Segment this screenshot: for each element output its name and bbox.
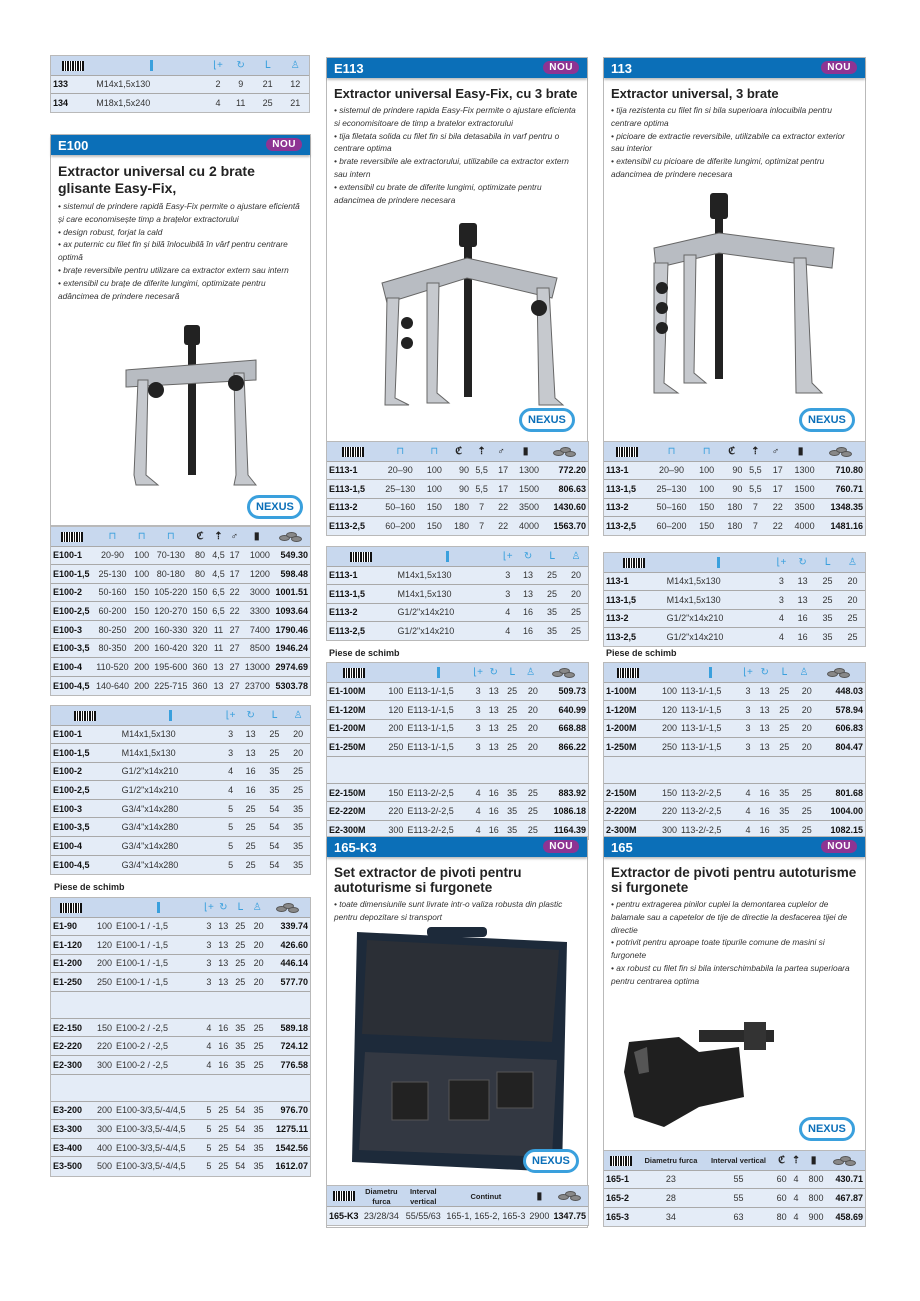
product-description bbox=[604, 898, 865, 988]
product-title: Extractor universal cu 2 brate glisante Easy-Fix, bbox=[58, 163, 255, 196]
table-row: E100-2,5 G1/2"x14x210 4 16 35 25 bbox=[51, 781, 310, 800]
table-row: E100-3 G3/4"x14x280 5 25 54 35 bbox=[51, 799, 310, 818]
reach-icon: ⊓ bbox=[396, 445, 405, 457]
table-row: 2-300M 300 113-2/-2,5 4 16 35 25 1082.15 bbox=[604, 821, 865, 840]
table-header bbox=[604, 663, 865, 682]
socket-icon: ↻ bbox=[246, 709, 255, 721]
nexus-logo: NEXUS bbox=[799, 1117, 855, 1141]
table-row: E100-2 50-160 150 105-220 150 6,5 22 3000 1001.51 bbox=[51, 583, 310, 602]
table-113-spindle bbox=[603, 552, 866, 647]
barcode-icon bbox=[350, 552, 372, 562]
coins-icon bbox=[829, 447, 853, 457]
table-row: E113-1 M14x1,5x130 3 13 25 20 bbox=[327, 566, 588, 585]
table-row: 113-1,5 25–130 100 90 5,5 17 1500 760.71 bbox=[604, 480, 865, 499]
bullet-point: • pentru extragerea pinilor cuplei la demontarea cuplelor de balamale sau a capetelor de tije de directie la desfacerea tijei de directie bbox=[611, 899, 848, 935]
hex-key-icon: ⌊+ bbox=[743, 666, 753, 678]
table-row: E100-4,5 140-640 200 225-715 360 13 27 23700 5303.78 bbox=[51, 676, 310, 695]
throat-depth-icon: ℭ bbox=[778, 1154, 786, 1166]
table-row: 165-K3 23/28/34 55/55/63 165-1, 165-2, 165-3 2900 1347.75 bbox=[327, 1207, 588, 1226]
reach-icon: ⊓ bbox=[166, 530, 175, 542]
clamp-icon: ♂ bbox=[497, 445, 505, 457]
table-row: E113-2,5 60–200 150 180 7 22 4000 1563.70 bbox=[327, 517, 588, 536]
table-row: E2-300 300 E100-2 / -2,5 4 16 35 25 776.58 bbox=[51, 1056, 310, 1075]
table-row: E113-2 G1/2"x14x210 4 16 35 25 bbox=[327, 603, 588, 622]
table-165-k3 bbox=[326, 1185, 589, 1226]
table-e100-spares bbox=[50, 897, 311, 1177]
spindle-icon bbox=[709, 667, 712, 678]
table-row: 1-250M 250 113-1/-1,5 3 13 25 20 804.47 bbox=[604, 738, 865, 757]
jaw-width-icon: ᒪ bbox=[824, 556, 831, 568]
table-row: 113-1 20–90 100 90 5,5 17 1300 710.80 bbox=[604, 461, 865, 480]
spread-icon: ⊓ bbox=[430, 445, 439, 457]
nexus-logo: NEXUS bbox=[247, 495, 303, 519]
product-card-165-k3 bbox=[326, 836, 588, 1228]
table-row-spacer bbox=[327, 756, 588, 783]
new-badge: NOU bbox=[821, 61, 857, 74]
product-code: 165-K3 bbox=[334, 840, 377, 855]
table-row: 1-200M 200 113-1/-1,5 3 13 25 20 606.83 bbox=[604, 719, 865, 738]
table-row: E113-2,5 G1/2"x14x210 4 16 35 25 bbox=[327, 622, 588, 641]
coins-icon bbox=[279, 532, 303, 542]
bullet-point: • tija filetata solida cu filet fin si bila detasabila in varf pentru o centrare optima bbox=[334, 130, 560, 154]
hex-key-icon: ⌊+ bbox=[213, 59, 223, 71]
force-icon: ⇡ bbox=[791, 1154, 801, 1166]
throat-depth-icon: ℭ bbox=[196, 530, 204, 542]
coins-icon bbox=[276, 903, 300, 913]
weight-icon: ▮ bbox=[522, 445, 529, 457]
product-title: Extractor de pivoti pentru autoturisme si furgonete bbox=[611, 865, 857, 895]
throat-depth-icon: ℭ bbox=[728, 445, 736, 457]
product-code: 165 bbox=[611, 840, 633, 855]
table-e113-main bbox=[326, 441, 589, 536]
table-e100-spindle bbox=[50, 705, 311, 875]
table-row: E1-120 120 E100-1 / -1,5 3 13 25 20 426.60 bbox=[51, 936, 310, 955]
table-row: E100-3,5 G3/4"x14x280 5 25 54 35 bbox=[51, 818, 310, 837]
bullet-point: • brațe reversibile pentru utilizare ca extractor extern sau intern bbox=[58, 264, 289, 275]
table-e113-spindle bbox=[326, 546, 589, 641]
bullet-point: • sistemul de prindere rapidă Easy-Fix permite o ajustare eficientă și care economisește timp a brațelor extractorului bbox=[58, 201, 300, 224]
table-row: 165-3 34 63 80 4 900 458.69 bbox=[604, 1207, 865, 1226]
jaw-depth-icon: ♙ bbox=[848, 556, 857, 568]
table-row: E100-4 G3/4"x14x280 5 25 54 35 bbox=[51, 837, 310, 856]
jaw-depth-icon: ♙ bbox=[290, 59, 300, 71]
barcode-icon bbox=[60, 903, 82, 913]
table-row: E100-1 20-90 100 70-130 80 4,5 17 1000 549.30 bbox=[51, 546, 310, 565]
bullet-point: • tija rezistenta cu filet fin si bila superioara inlocuibila pentru centrare optima bbox=[611, 105, 833, 128]
table-e113-spares bbox=[326, 662, 589, 840]
jaw-width-icon: ᒪ bbox=[781, 666, 788, 678]
table-row-spacer bbox=[51, 991, 310, 1018]
table-row: 113-1,5 M14x1,5x130 3 13 25 20 bbox=[604, 591, 865, 610]
reach-icon: ⊓ bbox=[667, 445, 676, 457]
table-row: E3-400 400 E100-3/3,5/-4/4,5 5 25 54 35 1542.56 bbox=[51, 1138, 310, 1157]
barcode-icon bbox=[623, 558, 645, 568]
product-header bbox=[51, 135, 310, 155]
bullet-point: • brate reversibile ale extractorului, utilizabile ca extractor extern sau intern bbox=[334, 156, 569, 179]
barcode-icon bbox=[62, 61, 84, 71]
bullet-point: • sistemul de prindere rapida Easy-Fix permite o ajustare eficienta si economisitoare de timp a bratelor extractorului bbox=[334, 105, 576, 128]
table-row: E100-1,5 M14x1,5x130 3 13 25 20 bbox=[51, 744, 310, 763]
table-row-spacer bbox=[604, 756, 865, 783]
puller-image bbox=[367, 223, 567, 413]
spindle-icon bbox=[446, 551, 449, 562]
table-row: E113-2 50–160 150 180 7 22 3500 1430.60 bbox=[327, 498, 588, 517]
table-header bbox=[51, 898, 310, 917]
table-header bbox=[327, 663, 588, 682]
table-row: E1-200M 200 E113-1/-1,5 3 13 25 20 668.88 bbox=[327, 719, 588, 738]
product-description bbox=[604, 104, 865, 181]
table-row: E113-1 20–90 100 90 5,5 17 1300 772.20 bbox=[327, 461, 588, 480]
spare-parts-heading: Piese de schimb bbox=[606, 648, 677, 658]
jaw-width-icon: ᒪ bbox=[271, 709, 278, 721]
jaw-width-icon: ᒪ bbox=[549, 550, 555, 562]
new-badge: NOU bbox=[821, 840, 857, 853]
case-image bbox=[337, 922, 582, 1177]
jaw-depth-icon: ♙ bbox=[293, 709, 303, 721]
spare-parts-heading: Piese de schimb bbox=[329, 648, 400, 658]
product-card-e113 bbox=[326, 57, 588, 442]
barcode-icon bbox=[617, 668, 639, 678]
product-title: Extractor universal, 3 brate bbox=[611, 86, 779, 101]
socket-icon: ↻ bbox=[523, 550, 533, 562]
puller-image bbox=[644, 193, 844, 403]
table-row: E2-300M 300 E113-2/-2,5 4 16 35 25 1164.39 bbox=[327, 821, 588, 840]
table-row: E2-220 220 E100-2 / -2,5 4 16 35 25 724.12 bbox=[51, 1037, 310, 1056]
table-header: Diametru furca Interval vertical Continut ▮ bbox=[327, 1186, 588, 1207]
bullet-point: • picioare de extractie reversibile, utilizabile ca extractor exterior sau interior bbox=[611, 130, 845, 154]
product-card-e100 bbox=[50, 134, 311, 526]
table-row: E100-2 G1/2"x14x210 4 16 35 25 bbox=[51, 762, 310, 781]
barcode-icon bbox=[610, 1156, 632, 1166]
jaw-depth-icon: ♙ bbox=[571, 550, 581, 562]
bullet-point: • extensibil cu brate de diferite lungimi, optimizate pentru adancimea de prindere necesara bbox=[334, 181, 542, 205]
bullet-point: • potrivit pentru aproape toate tipurile comune de masini si furgonete bbox=[611, 937, 825, 961]
table-row: 1-100M 100 113-1/-1,5 3 13 25 20 448.03 bbox=[604, 682, 865, 701]
new-badge: NOU bbox=[543, 61, 579, 74]
product-title: Extractor universal Easy-Fix, cu 3 brate bbox=[334, 86, 578, 101]
table-row: 134 M18x1,5x240 4 11 25 21 bbox=[51, 94, 309, 113]
table-row: E100-3,5 80-350 200 160-420 320 11 27 8500 1946.24 bbox=[51, 639, 310, 658]
coins-icon bbox=[833, 1156, 857, 1166]
table-row: 2-220M 220 113-2/-2,5 4 16 35 25 1004.00 bbox=[604, 802, 865, 821]
weight-icon: ▮ bbox=[797, 445, 804, 457]
product-header bbox=[604, 58, 865, 78]
nexus-logo: NEXUS bbox=[799, 408, 855, 432]
table-row: E2-150 150 E100-2 / -2,5 4 16 35 25 589.18 bbox=[51, 1018, 310, 1037]
table-row: E1-250 250 E100-1 / -1,5 3 13 25 20 577.70 bbox=[51, 973, 310, 992]
coins-icon bbox=[552, 668, 576, 678]
coins-icon bbox=[553, 447, 577, 457]
table-header bbox=[327, 547, 588, 566]
jaw-depth-icon: ♙ bbox=[526, 666, 536, 678]
table-row: E100-4,5 G3/4"x14x280 5 25 54 35 bbox=[51, 855, 310, 874]
table-header bbox=[51, 56, 309, 75]
clamp-icon: ♂ bbox=[771, 445, 780, 457]
table-row: 133 M14x1,5x130 2 9 21 12 bbox=[51, 75, 309, 94]
weight-icon: ▮ bbox=[254, 530, 260, 542]
bullet-point: • extensibil cu picioare de diferite lungimi, optimizat pentru adancimea de prindere necesara bbox=[611, 156, 825, 179]
barcode-icon bbox=[343, 668, 365, 678]
product-header bbox=[604, 837, 865, 857]
clamp-icon: ♂ bbox=[230, 530, 239, 542]
bullet-point: • extensibil cu brațe de diferite lungimi, optimizate pentru adâncimea de prindere necesară bbox=[58, 277, 266, 301]
table-header bbox=[604, 553, 865, 572]
hex-key-icon: ⌊+ bbox=[204, 901, 214, 913]
table-row: E1-90 100 E100-1 / -1,5 3 13 25 20 339.74 bbox=[51, 917, 310, 936]
table-165 bbox=[603, 1150, 866, 1227]
table-row: E1-250M 250 E113-1/-1,5 3 13 25 20 866.22 bbox=[327, 738, 588, 757]
bullet-point: • design robust, forjat la cald bbox=[58, 226, 163, 237]
table-row: 165-1 23 55 60 4 800 430.71 bbox=[604, 1170, 865, 1189]
table-row: E100-3 80-250 200 160-330 320 11 27 7400 1790.46 bbox=[51, 620, 310, 639]
table-header bbox=[327, 442, 588, 461]
table-e100-main bbox=[50, 526, 311, 696]
table-row: 113-1 M14x1,5x130 3 13 25 20 bbox=[604, 572, 865, 591]
table-row: 2-150M 150 113-2/-2,5 4 16 35 25 801.68 bbox=[604, 783, 865, 802]
force-icon: ⇡ bbox=[477, 445, 486, 457]
table-row: E1-120M 120 E113-1/-1,5 3 13 25 20 640.99 bbox=[327, 701, 588, 720]
table-133-134 bbox=[50, 55, 310, 113]
jaw-depth-icon: ♙ bbox=[799, 666, 809, 678]
table-header bbox=[51, 527, 310, 546]
table-row: E100-1,5 25-130 100 80-180 80 4,5 17 1200 598.48 bbox=[51, 565, 310, 584]
spindle-icon bbox=[150, 60, 153, 71]
reach-icon: ⊓ bbox=[108, 530, 117, 542]
product-header bbox=[327, 58, 587, 78]
product-card-113 bbox=[603, 57, 866, 442]
new-badge: NOU bbox=[266, 138, 302, 151]
spindle-icon bbox=[157, 902, 160, 913]
table-row: 165-2 28 55 60 4 800 467.87 bbox=[604, 1189, 865, 1208]
table-row: E100-1 M14x1,5x130 3 13 25 20 bbox=[51, 725, 310, 744]
table-row: E113-1,5 25–130 100 90 5,5 17 1500 806.63 bbox=[327, 480, 588, 499]
socket-icon: ↻ bbox=[798, 556, 807, 568]
table-header bbox=[604, 442, 865, 461]
force-icon: ⇡ bbox=[214, 530, 223, 542]
table-header: Diametru furca Interval vertical ℭ ⇡ ▮ bbox=[604, 1151, 865, 1170]
barcode-icon bbox=[61, 532, 83, 542]
hex-key-icon: ⌊+ bbox=[776, 556, 787, 568]
table-row: E1-100M 100 E113-1/-1,5 3 13 25 20 509.73 bbox=[327, 682, 588, 701]
barcode-icon bbox=[342, 447, 364, 457]
table-row: 113-2 G1/2"x14x210 4 16 35 25 bbox=[604, 609, 865, 628]
table-row-spacer bbox=[51, 1074, 310, 1101]
socket-icon: ↻ bbox=[219, 901, 228, 913]
jaw-width-icon: ᒪ bbox=[237, 901, 244, 913]
table-row: 1-120M 120 113-1/-1,5 3 13 25 20 578.94 bbox=[604, 701, 865, 720]
table-header bbox=[51, 706, 310, 725]
jaw-depth-icon: ♙ bbox=[252, 901, 262, 913]
table-row: E2-220M 220 E113-2/-2,5 4 16 35 25 1086.18 bbox=[327, 802, 588, 821]
jaw-width-icon: ᒪ bbox=[264, 59, 271, 71]
hex-key-icon: ⌊+ bbox=[502, 550, 513, 562]
weight-icon: ▮ bbox=[810, 1154, 817, 1166]
nexus-logo: NEXUS bbox=[523, 1149, 579, 1173]
table-row: E3-300 300 E100-3/3,5/-4/4,5 5 25 54 35 1275.11 bbox=[51, 1120, 310, 1139]
bullet-point: • ax puternic cu filet fin și bilă înlocuibilă în vârf pentru centrare optimă bbox=[58, 239, 288, 263]
coins-icon bbox=[558, 1191, 582, 1201]
table-row: E1-200 200 E100-1 / -1,5 3 13 25 20 446.14 bbox=[51, 954, 310, 973]
table-row: 113-2 50–160 150 180 7 22 3500 1348.35 bbox=[604, 498, 865, 517]
hex-key-icon: ⌊+ bbox=[225, 709, 236, 721]
spare-parts-heading: Piese de schimb bbox=[54, 882, 125, 892]
throat-depth-icon: ℭ bbox=[455, 445, 463, 457]
puller-image bbox=[116, 325, 266, 495]
table-113-spares bbox=[603, 662, 866, 840]
table-row: E100-2,5 60-200 150 120-270 150 6,5 22 3300 1093.64 bbox=[51, 602, 310, 621]
hex-key-icon: ⌊+ bbox=[473, 666, 483, 678]
table-row: E113-1,5 M14x1,5x130 3 13 25 20 bbox=[327, 585, 588, 604]
socket-icon: ↻ bbox=[236, 59, 245, 71]
product-code: E113 bbox=[334, 61, 364, 76]
table-113-main bbox=[603, 441, 866, 536]
product-title: Set extractor de pivoti pentru autoturisme si furgonete bbox=[334, 865, 522, 895]
barcode-icon bbox=[74, 711, 96, 721]
product-description bbox=[327, 898, 587, 924]
barcode-icon bbox=[333, 1191, 355, 1201]
socket-icon: ↻ bbox=[489, 666, 498, 678]
product-header bbox=[327, 837, 587, 857]
table-row: E3-500 500 E100-3/3,5/-4/4,5 5 25 54 35 1612.07 bbox=[51, 1157, 310, 1176]
spindle-icon bbox=[717, 557, 720, 568]
table-row: E100-4 110-520 200 195-600 360 13 27 13000 2974.69 bbox=[51, 658, 310, 677]
product-description bbox=[327, 104, 587, 206]
coins-icon bbox=[827, 668, 851, 678]
jaw-width-icon: ᒪ bbox=[509, 666, 515, 678]
product-code: 113 bbox=[611, 61, 632, 76]
new-badge: NOU bbox=[543, 840, 579, 853]
bullet-point: • toate dimensiunile sunt livrate intr-o valiza robusta din plastic pentru depozitare si transport bbox=[334, 899, 563, 922]
socket-icon: ↻ bbox=[760, 666, 769, 678]
product-description bbox=[51, 200, 310, 302]
table-row: E2-150M 150 E113-2/-2,5 4 16 35 25 883.92 bbox=[327, 783, 588, 802]
product-code: E100 bbox=[58, 138, 89, 153]
product-card-165 bbox=[603, 836, 866, 1154]
weight-icon: ▮ bbox=[536, 1190, 543, 1202]
force-icon: ⇡ bbox=[751, 445, 760, 457]
table-row: 113-2,5 60–200 150 180 7 22 4000 1481.16 bbox=[604, 517, 865, 536]
barcode-icon bbox=[616, 447, 638, 457]
table-row: E3-200 200 E100-3/3,5/-4/4,5 5 25 54 35 976.70 bbox=[51, 1101, 310, 1120]
spindle-icon bbox=[437, 667, 440, 678]
spindle-icon bbox=[169, 710, 172, 721]
spread-icon: ⊓ bbox=[137, 530, 146, 542]
bullet-point: • ax robust cu filet fin si bila interschimbabila la partea superioara pentru centrarea optima bbox=[611, 962, 850, 986]
nexus-logo: NEXUS bbox=[519, 408, 575, 432]
table-row: 113-2,5 G1/2"x14x210 4 16 35 25 bbox=[604, 628, 865, 647]
pivot-puller-image bbox=[619, 1002, 789, 1132]
spread-icon: ⊓ bbox=[702, 445, 711, 457]
